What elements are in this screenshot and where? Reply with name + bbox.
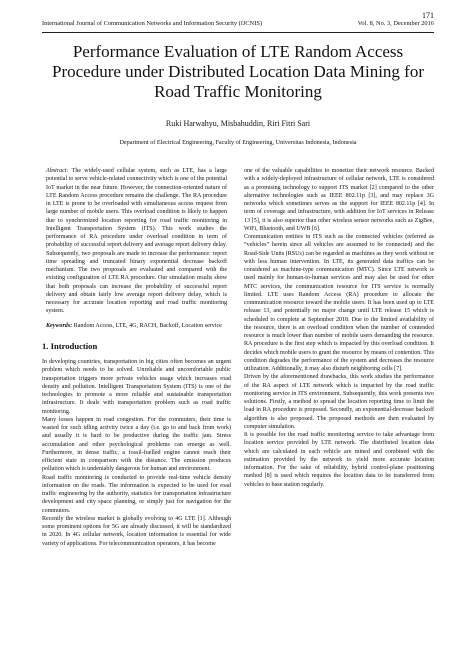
body-paragraph: In developing countries, transportation in big cities often becomes an urgent problem which needs to be solved. Unreliable and uncomfortable public transportation triggers more private vehicles usage which increases road density and pollution. Intelligent Transportation System (ITS) is one of the technologies to promote a more reliable and sustainable transportation infrastructure. It deals with transportation problem such as road traffic monitoring. [42,359,231,415]
page-number: 171 [422,11,434,20]
volume-info: Vol. 8, No. 3, December 2016 [357,20,434,27]
journal-name: International Journal of Communication Networks and Information Security (IJCNIS) [42,20,263,27]
left-column [42,167,231,548]
body-paragraph: It is possible for the road traffic monitoring service to take advantage from location service provided by LTE network. The distributed location data which are calculated in each vehicle are mined and combined with the estimation provided by the network to yield more accurate location information. For the sake of reliability, hybrid control-plane positioning method [8] is used which requires the location data to be transferred from vehicles to base station regularly. [244,432,434,488]
body-paragraph: Communication entities in ITS such as the connected vehicles (referred as “vehicles” herein since all vehicles are assumed to be connected) and the Road-Side Units (RSUs) can be regarded as machines as they work without or with less human intervention. In LTE, its generated data traffics can be considered as machine-type communication (MTC). Since LTE network is used mainly for human-to-human services and may also be used for other MTC services, the communication resource for ITS service is normally limited. LTE uses Random Access (RA) procedure to allocate the communication resource toward the mobile users. It has been used up to LTE release 13, and potentially no major change until LTE release 15 which is scheduled to complete at September 2018. Due to the limited availability of the resource, there is an overload condition when the number of contended resource is much lower than number of mobile users demanding the resource. RA procedure is the first step which is impacted by this overload condition. It decides which mobile users to grant the resource by means of contention. This condition degrades the performance of the system and decreases the resource utilization. Additionally, it may also disturb neighboring cells [7]. [244,234,434,372]
keywords-label: Keywords: [46,322,73,329]
running-header [42,20,434,27]
body-paragraph: Driven by the aforementioned drawbacks, this work studies the performance of the RA aspect of LTE network which is impacted by the road traffic monitoring service in ITS environment. Subsequently, this work presents two solutions. Firstly, a method to spread the location reporting time to limit the load in RA procedure is proposed. Secondly, an exponential-decrease backoff algorithm is also proposed. The proposed methods are then evaluated by computer simulation. [244,374,434,430]
body-paragraph: Road traffic monitoring is conducted to provide real-time vehicle density information on the roads. The information is expected to be used for road traffic engineering by the authority, statistics for transportation infrastructure development and city space planning, or simply just for navigation for the commuters. [42,474,231,514]
abstract-text: The widely-used cellular system, such as LTE, has a large potential to serve vehicle-related connectivity which is one of the potential IoT market in the near future. However, the connection-oriented nature of LTE Random Access procedure remains the challenge. The RA procedure in LTE is prone to be overloaded with simultaneous access request from large number of mobile users. This overload condition is likely to happen due to synchronized location reporting for road traffic monitoring in Intelligent Transportation System (ITS). This work studies the performance of RA procedure under overload condition in term of probability of successful report delivery and average report delivery delay. Subsequently, two proposals are made to increase the performance: report time spreading and truncated binary exponential decrease backoff mechanism. The two proposals are evaluated and compared with the existing configuration of LTE RA procedure. Our simulation results show that both proposals can increase the probability of successful report delivery and obtain fairly low average report delivery delay, which is necessary for accurate location reporting and road traffic monitoring system. [46,168,227,315]
keywords [42,322,231,330]
author-list: Ruki Harwahyu, Misbahuddin, Riri Fitri Sari [165,119,311,128]
abstract-label: Abstract: [46,168,69,174]
body-paragraph: Many losses happen in road congestion. For the commuters, their time is wasted for such idling activity twice a day (i.e. go to and back from work) and usually it is hard to be productive during the traffic jam. Stress accumulation and other psychological problems can emerge as well. Furthermore, in dense traffic, a fossil-fuelled engine cannot reach their efficient state in comparison with the distance. The emission produces pollution which is undeniably dangerous for human and environment. [42,416,231,473]
right-column [244,167,434,489]
affiliation: Department of Electrical Engineering, Faculty of Engineering, Universitas Indonesia, Indonesia [119,139,357,146]
section-heading-introduction: 1. Introduction [42,340,98,351]
body-paragraph: one of the valuable capabilities to monetize their network resource. Backed with a widely-deployed infrastructure of cellular network, LTE is considered as a promising technology to support ITS market [2] compared to the other alternative technologies such as IEEE 802.11p [3], and may replace 3G networks which sometimes serves as the support for IEEE 802.11p [4]. In term of coverage and infrastructure, with addition for IoT services in Release 13 [5], it is also superior than other wireless sensor networks such as ZigBee, WiFi, Bluetooth, and UWB [6]. [244,168,434,232]
paper-title: Performance Evaluation of LTE Random Access Procedure under Distributed Location Data Mining for Road Traffic Monitoring [51,42,424,101]
abstract [42,167,231,316]
body-paragraph: Recently the wireless market is globally evolving to 4G LTE [1]. Although some prominent options for 5G are already discussed, it will be standardized in 2020. In 4G cellular network, location information is essential for wide variety of applications. For telecommunication operators, it has become [42,515,231,547]
header-rule [42,32,434,33]
keywords-text: Random Access, LTE, 4G, RACH, Backoff, Location service [73,322,222,329]
